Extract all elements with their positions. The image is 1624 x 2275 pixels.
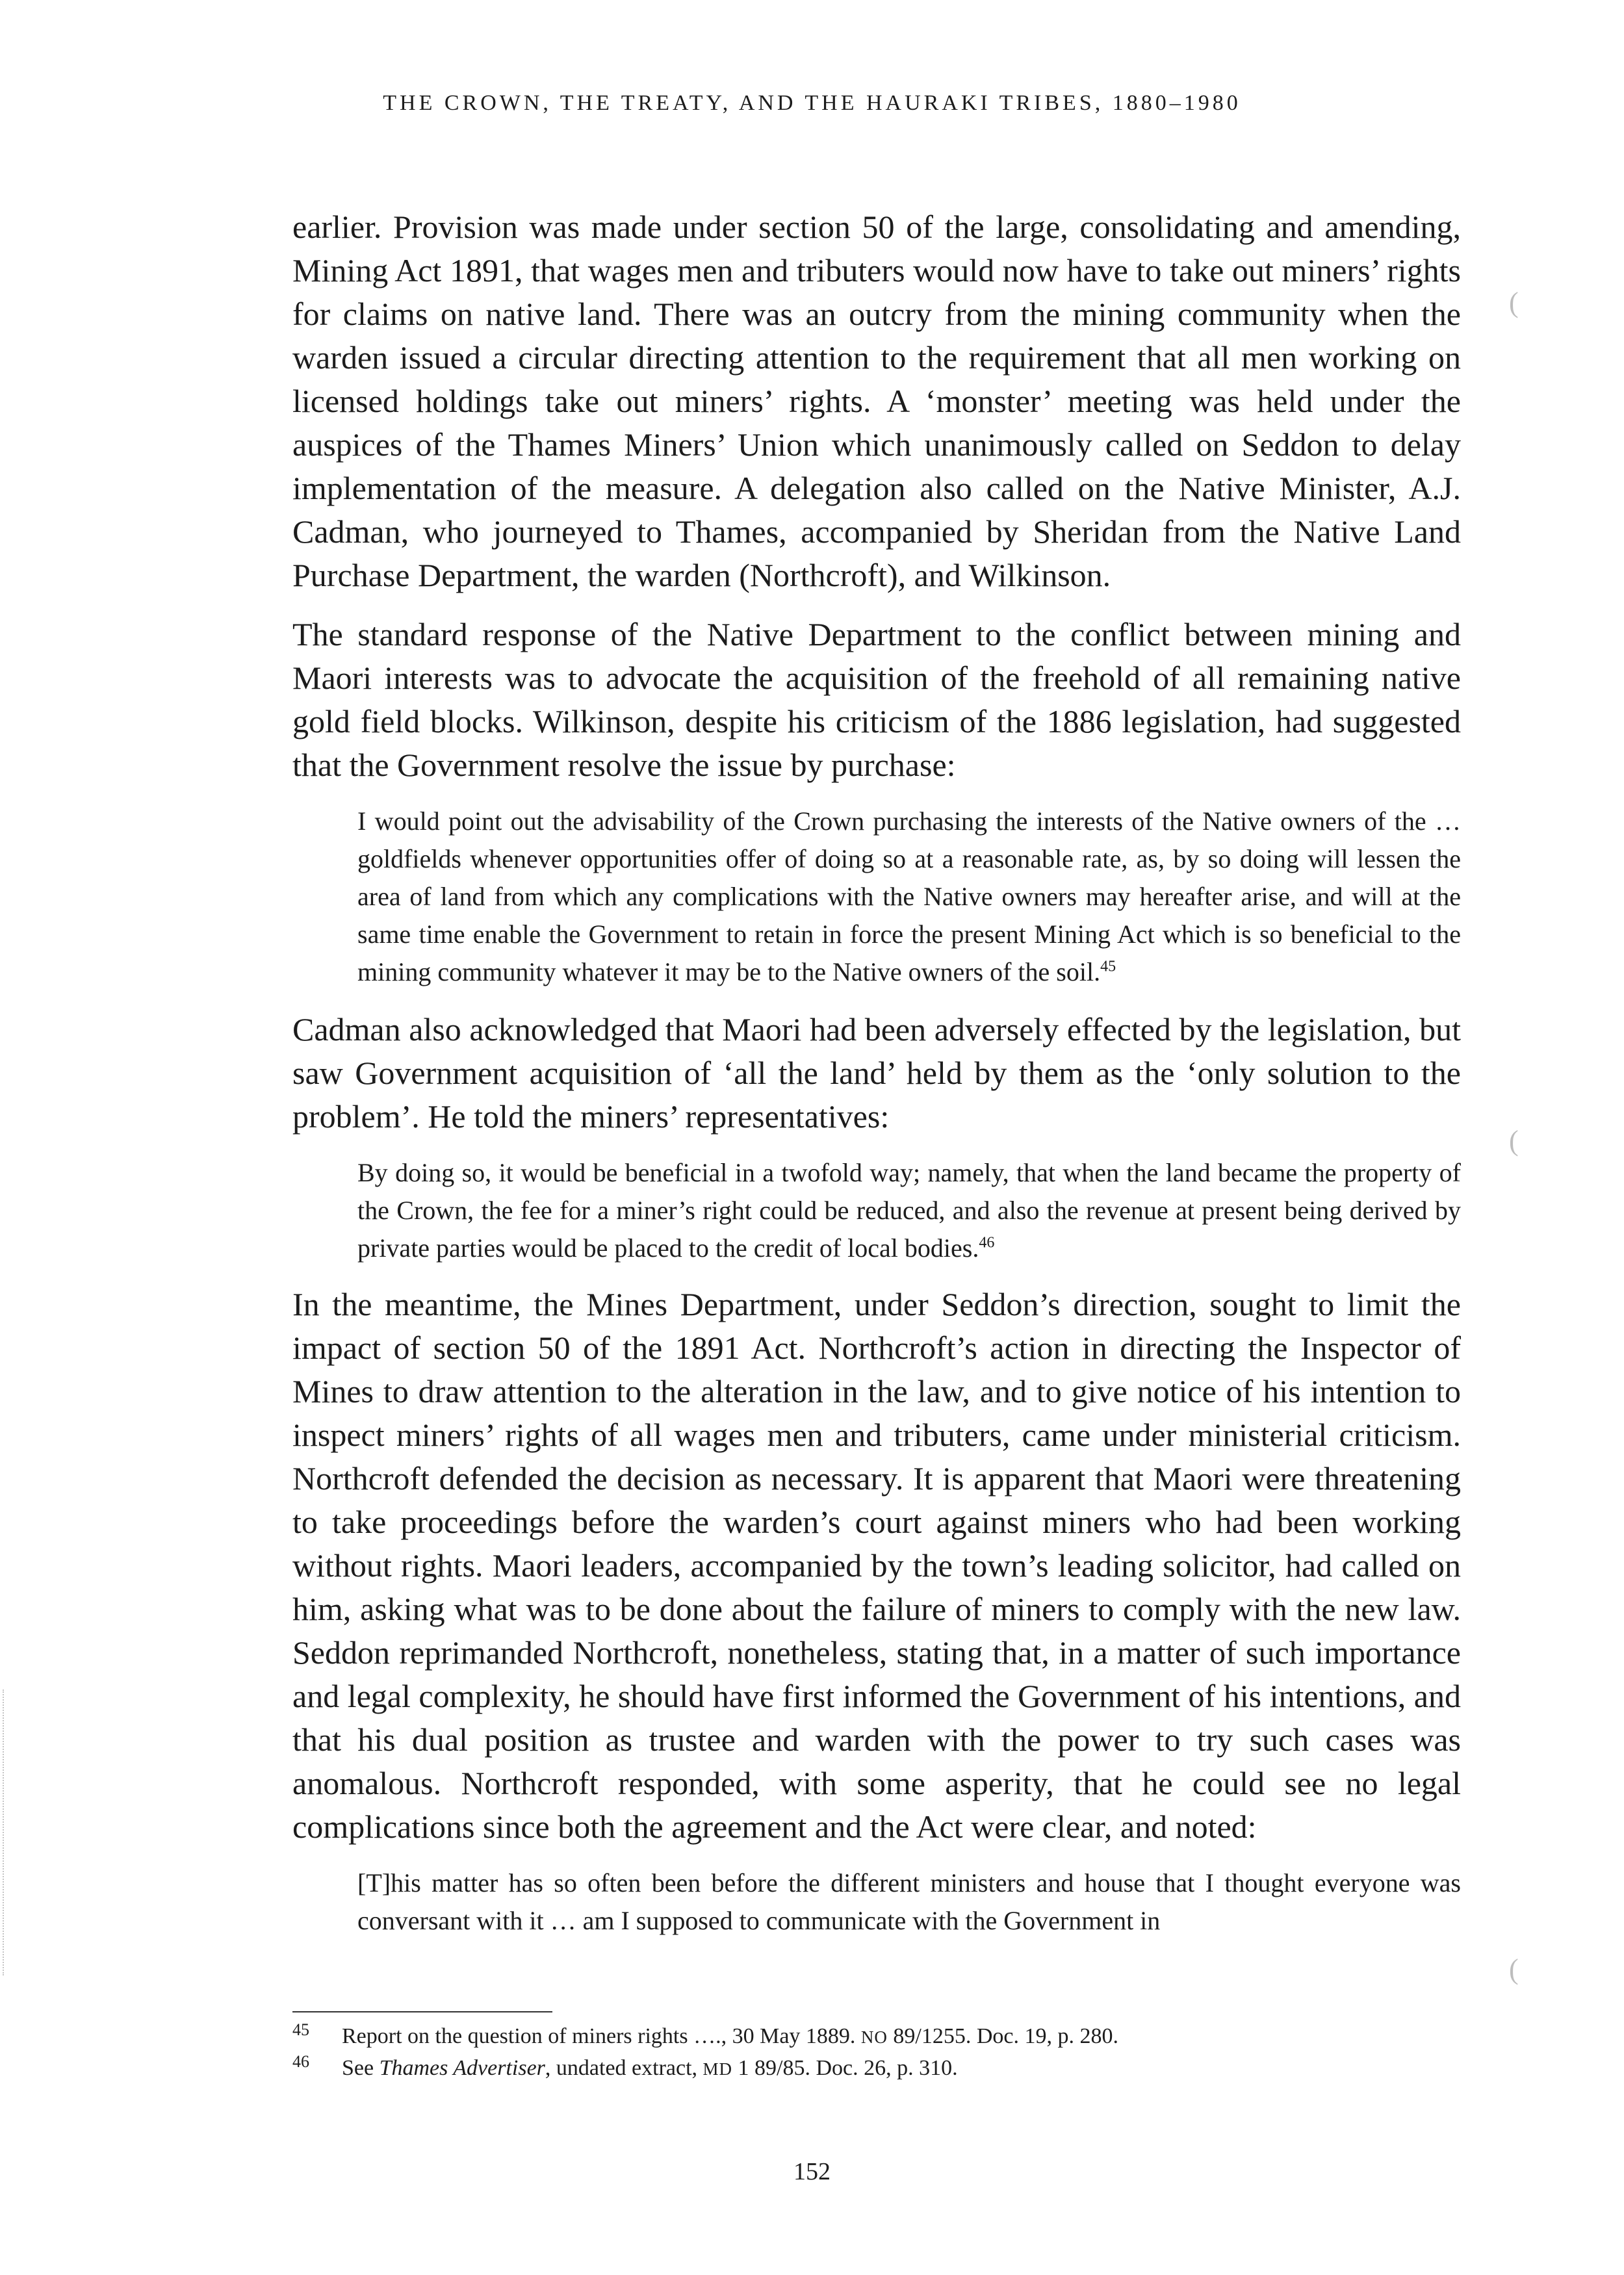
footnote-text: Report on the question of miners rights …., 30 May 1889. (342, 2024, 861, 2048)
footnote-archive-code: NO (860, 2027, 888, 2047)
block-quote-1 (292, 803, 1461, 991)
scan-artifact (3, 1690, 6, 1975)
running-head: THE CROWN, THE TREATY, AND THE HAURAKI TRIBES, 1880–1980 (383, 91, 1241, 115)
footnote-ref-46: 46 (979, 1234, 995, 1252)
footnotes (292, 2021, 1461, 2085)
footnote-text: See (342, 2056, 380, 2080)
margin-mark: ( (1509, 1953, 1519, 1985)
footnote-ref-45: 45 (1100, 958, 1116, 975)
body-text (292, 205, 1461, 1957)
paragraph-4: In the meantime, the Mines Department, under Seddon’s direction, sought to limit the impact of section 50 of the 1891 Act. Northcroft’s action in directing the Inspector of Mines to draw attention to the alteration in the law, and to give notice of his intention to inspect miners’ rights of all wages men and tributers, came under ministerial criticism. Northcroft defended the decision as necessary. It is apparent that Maori were threatening to take proceedings before the warden’s court against miners who had been working without rights. Maori leaders, accompanied by the town’s leading solicitor, had called on him, asking what was to be done about the failure of miners to comply with the new law. Seddon reprimanded Northcroft, nonetheless, stating that, in a matter of such importance and legal complexity, he should have first informed the Government of his intentions, and that his dual position as trustee and warden with the power to try such cases was anomalous. Northcroft responded, with some asperity, that he could see no legal complications since both the agreement and the Act were clear, and noted: (292, 1286, 1461, 1845)
footnote-46: 46 See Thames Advertiser, undated extract, MD 1 89/85. Doc. 26, p. 310. (292, 2051, 958, 2080)
footnote-archive-code: MD (702, 2059, 733, 2079)
block-quote-1-text: I would point out the advisability of the Crown purchasing the interests of the Native owners of the … goldfields whenever opportunities offer of doing so at a reasonable rate, as, by so doing will lessen the area of land from which any complications with the Native owners may hereafter arise, and will at the same time enable the Government to retain in force the present Mining Act which is so beneficial to the mining community whatever it may be to the Native owners of the soil. (357, 806, 1461, 986)
paragraph-3: Cadman also acknowledged that Maori had been adversely effected by the legislation, but saw Government acquisition of ‘all the land’ held by them as the ‘only solution to the problem’. He told the miners’ representatives: (292, 1011, 1461, 1135)
block-quote-3: [T]his matter has so often been before the different ministers and house that I thought everyone was conversant with it … am I supposed to communicate with the Government in (357, 1868, 1461, 1935)
page-number: 152 (793, 2158, 831, 2185)
block-quote-2-text: By doing so, it would be beneficial in a twofold way; namely, that when the land became the property of the Crown, the fee for a miner’s right could be reduced, and also the revenue at present being derived by private parties would be placed to the credit of local bodies. (357, 1158, 1461, 1263)
footnote-45: 45 Report on the question of miners rights …., 30 May 1889. NO 89/1255. Doc. 19, p. 280. (292, 2020, 1119, 2048)
margin-mark: ( (1509, 1125, 1519, 1157)
footnote-text: 89/1255. Doc. 19, p. 280. (887, 2024, 1119, 2048)
footnote-text: 1 89/85. Doc. 26, p. 310. (732, 2056, 958, 2080)
block-quote-2 (292, 1154, 1461, 1267)
footnote-rule (292, 2011, 552, 2012)
paragraph-2: The standard response of the Native Department to the conflict between mining and Maori interests was to advocate the acquisition of the freehold of all remaining native gold field blocks. Wilkinson, despite his criticism of the 1886 legislation, had suggested that the Government resolve the issue by purchase: (292, 616, 1461, 783)
margin-mark: ( (1509, 287, 1519, 318)
footnote-text: , undated extract, (545, 2056, 703, 2080)
footnote-title: Thames Advertiser (379, 2056, 545, 2080)
paragraph-1: earlier. Provision was made under section 50 of the large, consolidating and amending, Mining Act 1891, that wages men and tributers would now have to take out miners’ rights for claims on native land. There was an outcry from the mining community when the warden issued a circular directing attention to the requirement that all men working on licensed holdings take out miners’ rights. A ‘monster’ meeting was held under the auspices of the Thames Miners’ Union which unanimously called on Seddon to delay implementation of the measure. A delegation also called on the Native Minister, A.J. Cadman, who journeyed to Thames, accompanied by Sheridan from the Native Land Purchase Department, the warden (Northcroft), and Wilkinson. (292, 209, 1461, 593)
